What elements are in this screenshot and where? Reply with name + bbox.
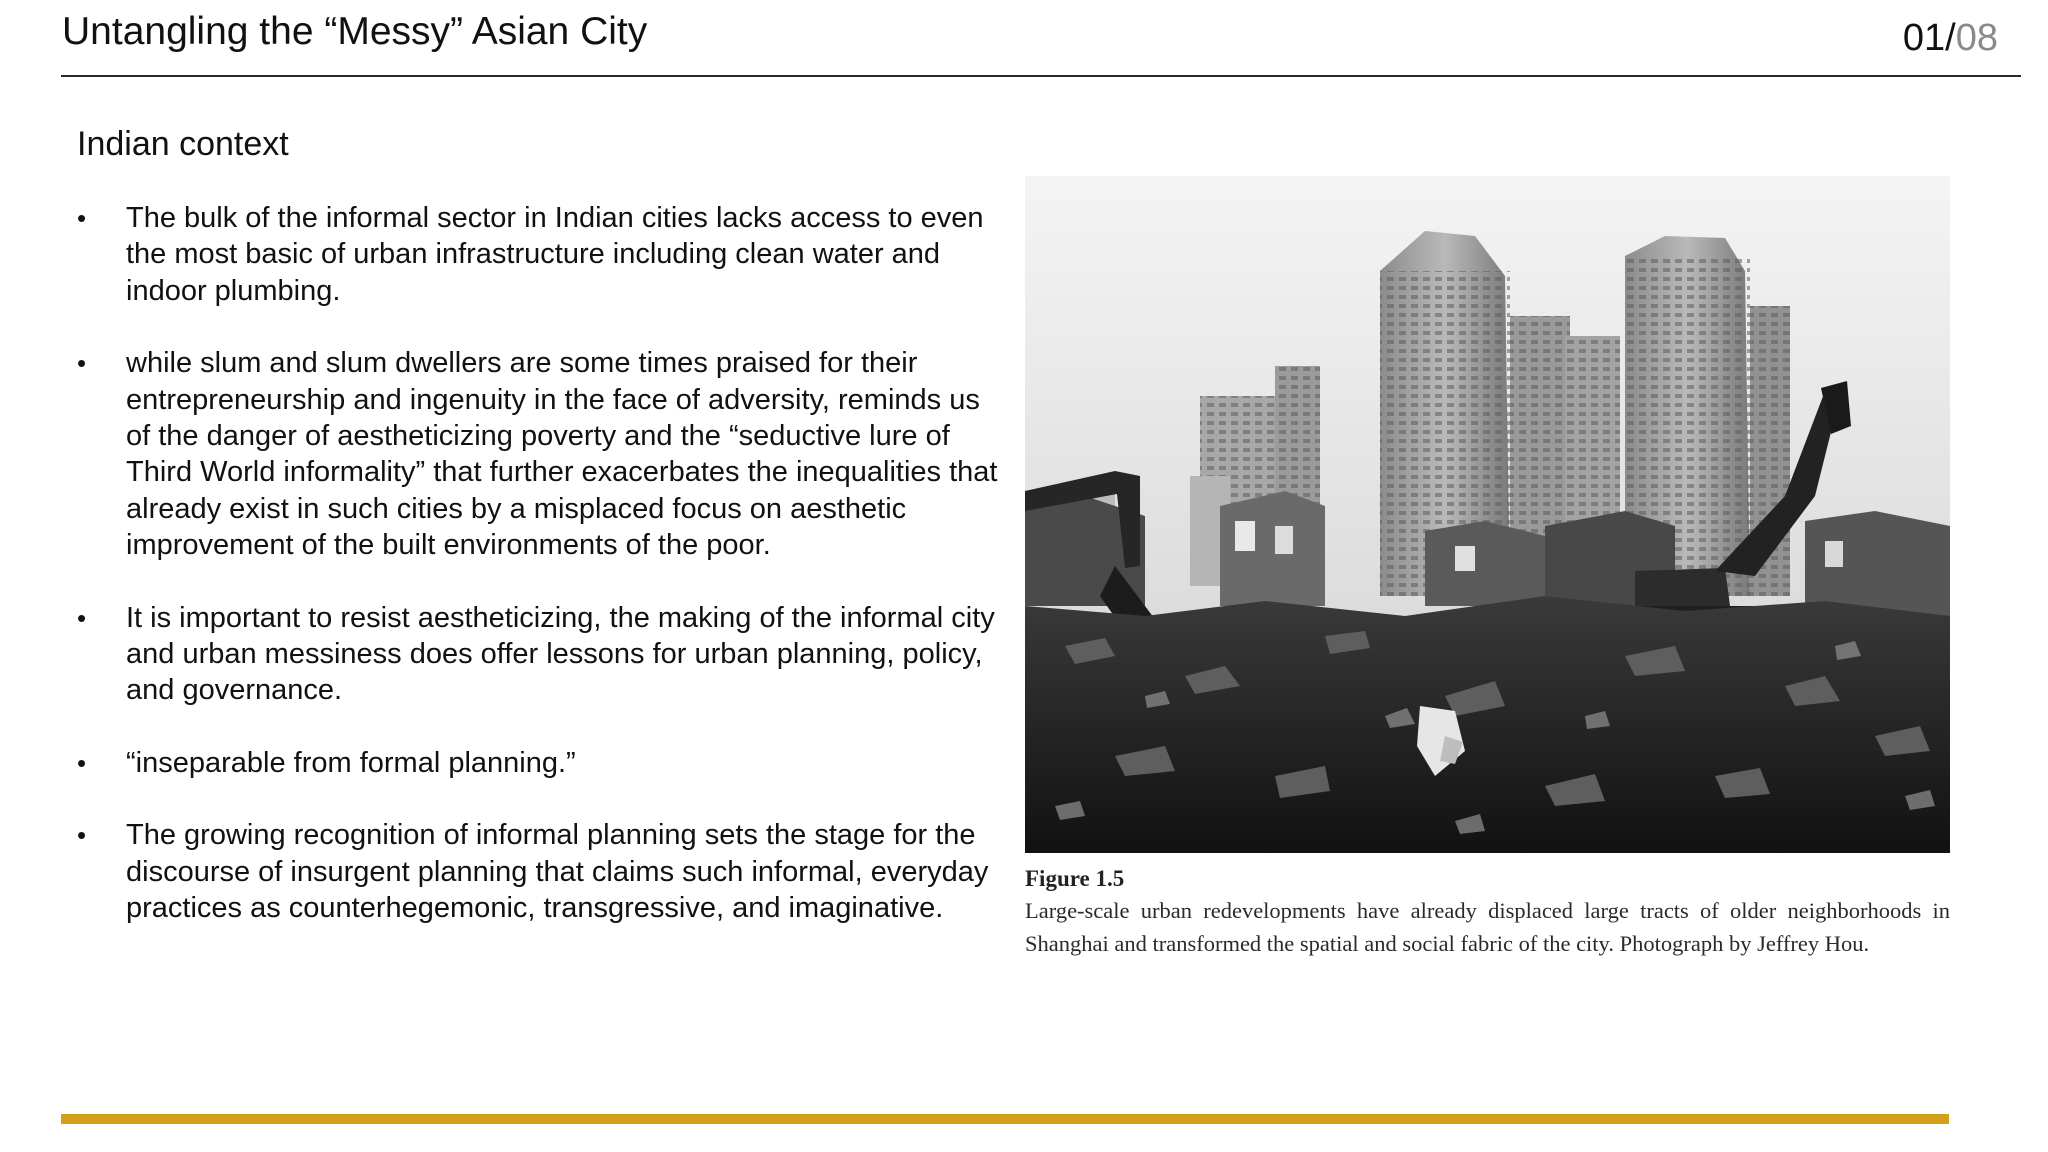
figure-caption: Large-scale urban redevelopments have already displaced large tracts of older neighborhoods in Shanghai and transformed the spatial and social fabric of the city. Photograph by Jeffrey Hou. bbox=[1025, 898, 1950, 956]
bullet-marker: • bbox=[77, 820, 87, 851]
bullet-marker: • bbox=[77, 602, 87, 633]
section-heading: Indian context bbox=[77, 125, 289, 163]
bullet-item bbox=[77, 817, 1007, 926]
bullet-text: The bulk of the informal sector in Indian cities lacks access to even the most basic of urban infrastructure including clean water and indoor plumbing. bbox=[126, 202, 984, 307]
bullet-text: while slum and slum dwellers are some times praised for their entrepreneurship and ingenuity in the face of adversity, reminds us of the danger of aestheticizing poverty and the “seductive lure of Third World informality” that further exacerbates the inequalities that already exist in such cities by a misplaced focus on aesthetic improvement of the built environments of the poor. bbox=[126, 347, 998, 562]
header-divider bbox=[61, 75, 2021, 77]
figure-label: Figure 1.5 bbox=[1025, 866, 1125, 891]
bullet-item bbox=[77, 200, 1007, 309]
bullet-text: “inseparable from formal planning.” bbox=[126, 746, 576, 779]
page-total: 08 bbox=[1955, 17, 1998, 59]
figure bbox=[1025, 176, 1950, 960]
bullet-list bbox=[77, 200, 1007, 963]
bullet-marker: • bbox=[77, 203, 87, 233]
bullet-item bbox=[77, 745, 1007, 781]
bullet-marker: • bbox=[77, 747, 87, 778]
page-current: 01/ bbox=[1902, 17, 1956, 59]
demolition-photo bbox=[1025, 176, 1950, 853]
bullet-text: It is important to resist aestheticizing, the making of the informal city and urban messiness does offer lessons for urban planning, policy, and governance. bbox=[126, 601, 995, 707]
bullet-item bbox=[77, 345, 1007, 563]
page-number bbox=[1903, 14, 1998, 62]
slide-title: Untangling the “Messy” Asian City bbox=[62, 10, 648, 53]
bullet-text: The growing recognition of informal planning sets the stage for the discourse of insurgent planning that claims such informal, everyday practices as counterhegemonic, transgressive, and imaginative. bbox=[126, 819, 989, 925]
footer-accent-bar bbox=[61, 1114, 1949, 1124]
bullet-item bbox=[77, 600, 1007, 709]
bullet-marker: • bbox=[77, 348, 87, 379]
